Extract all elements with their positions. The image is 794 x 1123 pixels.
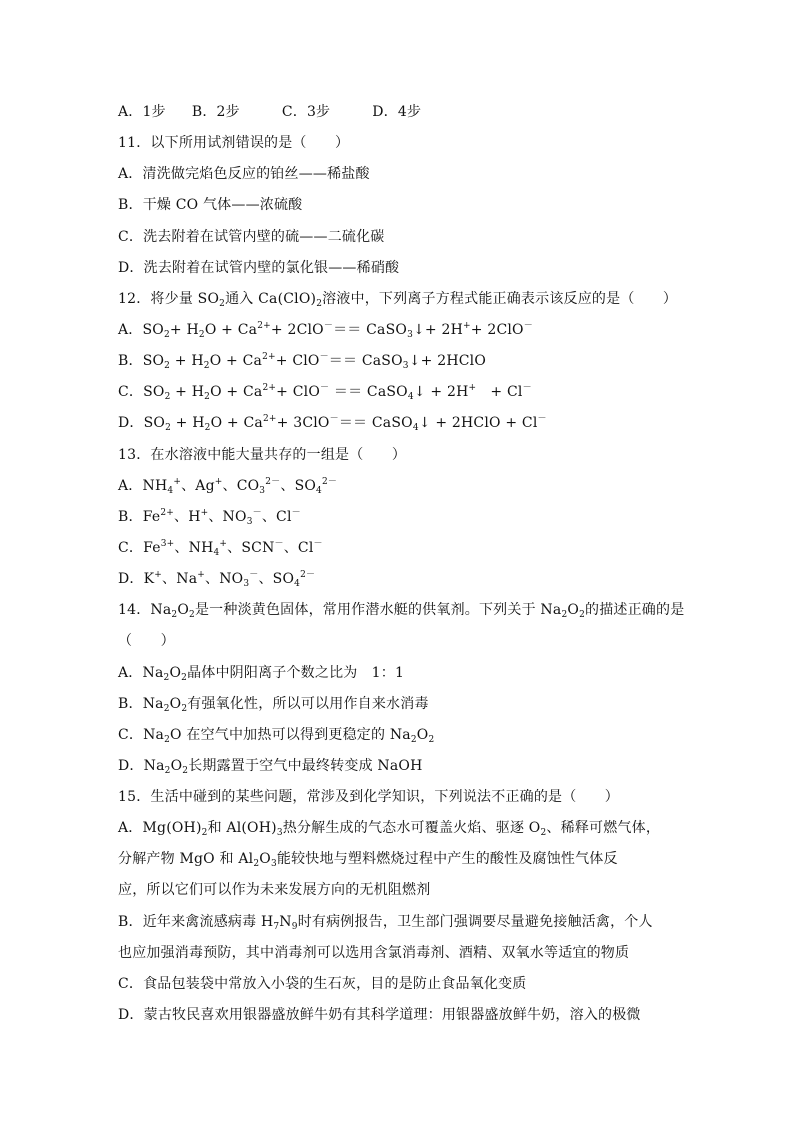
q14-option-a[interactable]: A．$Na_2O_2$晶体中阴阳离子个数之比为 1：1 [118,665,405,683]
q11-option-c[interactable]: C．洗去附着在试管内壁的硫——二硫化碳 [118,229,385,245]
q15-option-b-line2: 也应加强消毒预防，其中消毒剂可以选用含氯消毒剂、酒精、双氧水等适宜的物质 [118,945,630,961]
q13-option-c[interactable]: C．$Fe^{3+}$、$NH_4^+$、SCN－、Cl－ [118,539,323,558]
prev-question-options [118,102,678,122]
q14-option-c[interactable]: C．$Na_2O$ 在空气中加热可以得到更稳定的 $Na_2O_2$ [118,727,435,745]
option-a[interactable]: A．1步 [118,104,166,120]
q15-option-b-line1[interactable]: B．近年来禽流感病毒 $H_7N_9$时有病例报告，卫生部门强调要尽量避免接触活禽，个人 [118,914,653,932]
q15-stem: 15．生活中碰到的某些问题，常涉及到化学知识，下列说法不正确的是（ ） [118,789,620,805]
q12-option-b[interactable]: B．$SO_2 + H_2O + Ca^{2+}+ ClO^-==$ CaSO$_3$↓+ 2HClO [118,352,487,371]
option-c[interactable]: C．3步 [281,104,331,120]
q11-option-d[interactable]: D．洗去附着在试管内壁的氯化银——稀硝酸 [118,260,400,276]
q12-option-c[interactable]: C．$SO_2 + H_2O + Ca^{2+}+ ClO^-$ ＝＝ CaSO$_4$↓ + 2H+ + Cl－ [118,383,532,402]
q15-option-a-line2: 分解产物 MgO 和 $Al_2O_3$能较快地与塑料燃烧过程中产生的酸性及腐蚀性气体反 [118,851,618,869]
q11-option-b[interactable]: B．干燥 CO 气体——浓硫酸 [118,197,303,213]
q11-stem: 11．以下所用试剂错误的是（ ） [118,135,350,151]
option-d[interactable]: D．4步 [372,104,422,120]
q12-option-a[interactable]: A．$SO_2+ H_2O + Ca^{2+}+ 2ClO^-==$ CaSO$_3$↓+ 2H++ 2ClO－ [118,321,533,340]
q14-option-b[interactable]: B．$Na_2O_2$有强氧化性，所以可以用作自来水消毒 [118,696,429,714]
q13-option-b[interactable]: B．$Fe^{2+}$、H+、$NO_3^-$、Cl－ [118,508,301,527]
q11-option-a[interactable]: A．清洗做完焰色反应的铂丝——稀盐酸 [118,166,370,182]
q14-option-d[interactable]: D．$Na_2O_2$长期露置于空气中最终转变成 NaOH [118,758,423,776]
q15-option-c[interactable]: C．食品包装袋中常放入小袋的生石灰，目的是防止食品氧化变质 [118,976,527,992]
q13-option-a[interactable]: A．$NH_4^+$、Ag+、$CO_3^{2-}$、$SO_4^{2-}$ [118,477,338,496]
q15-option-a-line1[interactable]: A．$Mg(OH)_2$和 $Al(OH)_3$热分解生成的气态水可覆盖火焰、驱逐 $O_2$、稀释可燃气体， [118,820,661,838]
option-b[interactable]: B．2步 [191,104,240,120]
q14-stem: 14．$Na_2O_2$是一种淡黄色固体，常用作潜水艇的供氧剂。下列关于 $Na_2O_2$的描述正确的是 [118,602,685,620]
q12-stem: 12．将少量 $SO_2$通入 $Ca(ClO)_2$溶液中，下列离子方程式能正确表示该反应的是（ ） [118,291,678,309]
q12-option-d[interactable]: D．$SO_2 + H_2O + Ca^{2+}+ 3ClO^-==$ CaSO$_4$↓ + 2HClO + Cl－ [118,414,547,433]
q15-option-d[interactable]: D．蒙古牧民喜欢用银器盛放鲜牛奶有其科学道理：用银器盛放鲜牛奶，溶入的极微 [118,1007,641,1023]
q13-stem: 13．在水溶液中能大量共存的一组是（ ） [118,447,407,463]
q13-option-d[interactable]: D．K+、Na+、$NO_3^-$、$SO_4^{2-}$ [118,570,316,589]
q14-stem-answer-bracket: （ ） [118,633,175,649]
q15-option-a-line3: 应，所以它们可以作为未来发展方向的无机阻燃剂 [118,882,431,898]
